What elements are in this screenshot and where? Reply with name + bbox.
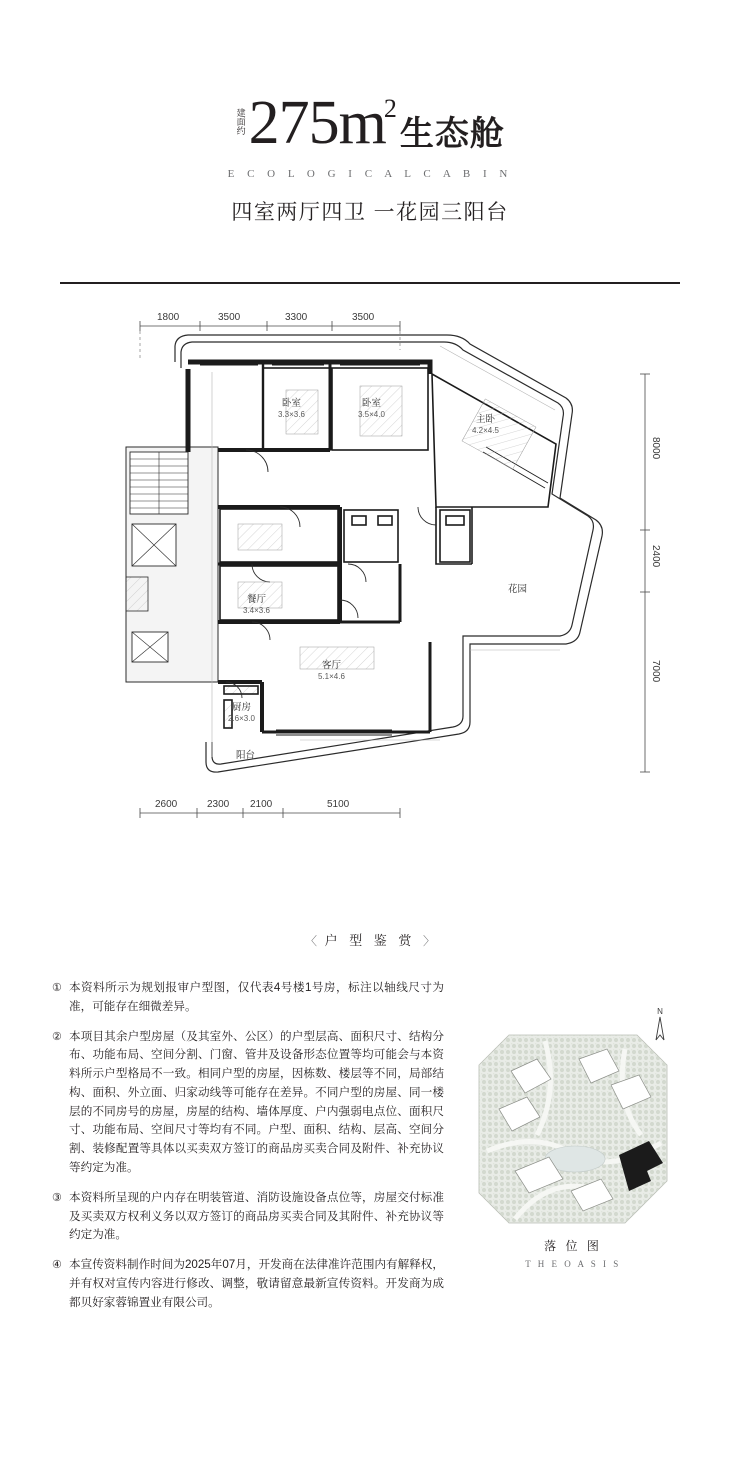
- note-item: [52, 1189, 444, 1245]
- dim-top-1: 1800: [157, 312, 180, 323]
- dim-bottom-3: 2100: [250, 799, 273, 810]
- page-header: [0, 0, 740, 284]
- room-size: 3.4×3.6: [243, 605, 270, 615]
- note-item: [52, 979, 444, 1017]
- room-size: 3.5×4.0: [358, 409, 385, 419]
- dim-right-2: 2400: [650, 545, 661, 568]
- floor-plan: [0, 302, 740, 922]
- note-item: [52, 1028, 444, 1178]
- dim-top-2: 3500: [218, 312, 241, 323]
- sitemap-caption: 落 位 图: [544, 1239, 602, 1253]
- room-size: 5.1×4.6: [318, 671, 345, 681]
- title-row: [0, 89, 740, 157]
- note-item: [52, 1256, 444, 1312]
- room-name: 餐厅: [246, 594, 266, 605]
- note-text: 本宣传资料制作时间为2025年07月，开发商在法律准许范围内有解释权，并有权对宣传内容进行修改、调整，敬请留意最新宣传资料。开发商为成都贝好家蓉锦置业有限公司。: [69, 1258, 444, 1309]
- dimension-right: [640, 374, 650, 772]
- dim-bottom-1: 2600: [155, 799, 178, 810]
- header-divider: [60, 282, 680, 284]
- compass-north-label: N: [657, 1007, 663, 1016]
- room-label: [236, 750, 255, 762]
- disclaimer-notes: [52, 979, 444, 1324]
- room-label: [472, 414, 499, 436]
- room-label: [243, 594, 270, 616]
- dim-top-3: 3300: [285, 312, 308, 323]
- dim-right-1: 8000: [650, 437, 661, 460]
- room-label: [318, 660, 345, 682]
- room-size: 4.2×4.5: [472, 425, 499, 435]
- title-area: 275m: [248, 89, 386, 157]
- section-label: 户 型 鉴 赏: [324, 933, 416, 948]
- page-title: [248, 89, 398, 157]
- title-superscript: 2: [383, 94, 396, 123]
- subtitle-chinese: 四室两厅四卫 一花园三阳台: [231, 201, 509, 224]
- bracket-left: 〈: [304, 934, 317, 948]
- sitemap-drawing: [475, 1031, 671, 1227]
- sitemap-section: [458, 979, 688, 1324]
- note-text: 本项目其余户型房屋（及其室外、公区）的户型层高、面积尺寸、结构分布、功能布局、空间分割、门窗、管井及设备形态位置等均可能会与本资料所示户型格局不一致。相同户型的房屋，因栋数、楼层等不同，局部结构、面积、外立面、归家动线等可能存在差异。不同户型的房屋、同一楼层的不同房号的房屋，房屋的结构、墙体厚度、户内强弱电点位、面积尺寸、功能布局、空间尺寸等均有不同。户型、面积、结构、层高、空间分割、装修配置等具体以买卖双方签订的商品房买卖合同及附件、补充协议等约定为准。: [69, 1029, 444, 1175]
- dim-top-4: 3500: [352, 312, 375, 323]
- sitemap-image: [475, 1031, 671, 1227]
- room-label: [228, 702, 255, 724]
- room-name: 主卧: [475, 414, 495, 425]
- room-label: [278, 398, 305, 420]
- dim-right-3: 7000: [650, 660, 661, 683]
- subtitle-english: E C O L O G I C A L C A B I N: [227, 168, 513, 180]
- room-name: 客厅: [321, 660, 341, 671]
- dim-bottom-2: 2300: [207, 799, 230, 810]
- note-text: 本资料所示为规划报审户型图，仅代表4号楼1号房，标注以轴线尺寸为准，可能存在细微差异。: [69, 981, 444, 1013]
- note-number: ②: [52, 1030, 62, 1043]
- room-label: [508, 584, 527, 596]
- room-name: 卧室: [281, 398, 301, 409]
- bracket-right: 〉: [423, 934, 436, 948]
- dim-bottom-4: 5100: [327, 799, 350, 810]
- note-number: ③: [52, 1191, 62, 1204]
- note-number: ④: [52, 1259, 62, 1272]
- note-text: 本资料所呈现的户内存在明装管道、消防设施设备点位等，房屋交付标准及买卖双方权利义务以双方签订的商品房买卖合同及其附件、补充协议等约定为准。: [69, 1190, 444, 1242]
- room-name: 阳台: [236, 750, 256, 761]
- title-badge: 建面约: [235, 108, 246, 135]
- sitemap-caption-en: T H E O A S I S: [525, 1259, 621, 1269]
- room-name: 卧室: [361, 398, 381, 409]
- lower-section: [0, 949, 740, 1324]
- service-core: [126, 447, 218, 682]
- room-size: 3.3×3.6: [278, 409, 305, 419]
- room-name: 厨房: [231, 702, 251, 713]
- dimension-top: [140, 321, 400, 360]
- room-size: 2.6×3.0: [228, 713, 255, 723]
- floor-plan-drawing: [0, 302, 740, 922]
- room-name: 花园: [508, 584, 528, 595]
- room-label: [358, 398, 385, 420]
- title-suffix: 生态舱: [399, 115, 505, 153]
- note-number: ①: [52, 982, 62, 994]
- section-divider-label: [0, 930, 740, 949]
